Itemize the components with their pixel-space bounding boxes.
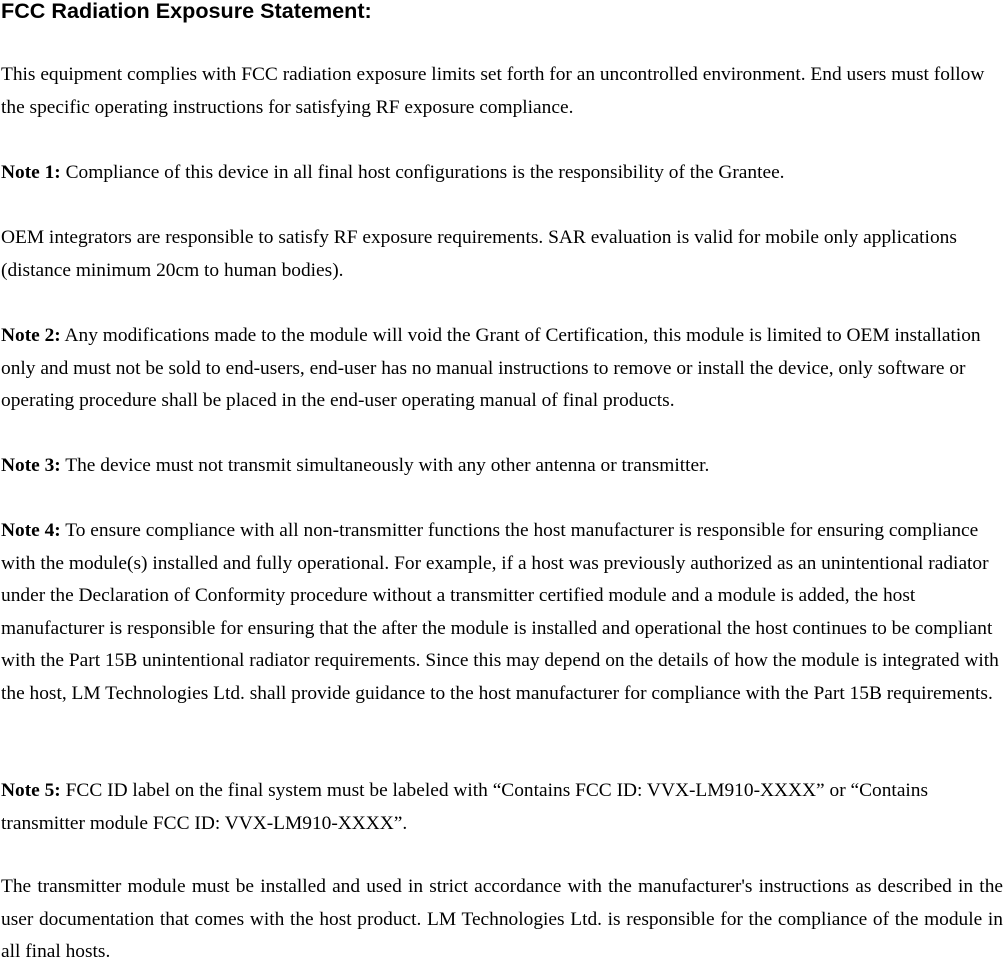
paragraph-text: The device must not transmit simultaneously with any other antenna or transmitter. [65, 455, 710, 476]
note-label: Note 3: [1, 455, 61, 476]
paragraph-intro [1, 59, 1003, 124]
paragraph-text: The transmitter module must be installed and used in strict accordance with the manufacturer's instructions as described in the user documentation that comes with the host product. LM Technologies Ltd. is responsible for the compliance of the module in all final hosts. [1, 876, 1003, 963]
paragraph-text: OEM integrators are responsible to satisfy RF exposure requirements. SAR evaluation is valid for mobile only applications (distance minimum 20cm to human bodies). [1, 227, 957, 281]
note-label: Note 4: [1, 520, 61, 541]
paragraph-text: Any modifications made to the module will void the Grant of Certification, this module is limited to OEM installation only and must not be sold to end-users, end-user has no manual instructions to remove or install the device, only software or operating procedure shall be placed in the end-user operating manual of final products. [1, 325, 981, 412]
note-label: Note 1: [1, 162, 61, 183]
paragraph-text: FCC ID label on the final system must be labeled with “Contains FCC ID: VVX-LM910-XXXX” or “Contains transmitter module FCC ID: VVX-LM910-XXXX”. [1, 780, 929, 834]
paragraph-closing [1, 871, 1003, 969]
note-label: Note 5: [1, 780, 61, 801]
paragraph-note-1 [1, 157, 1003, 190]
paragraph-text: This equipment complies with FCC radiation exposure limits set forth for an uncontrolled environment. End users must follow the specific operating instructions for satisfying RF exposure compliance. [1, 64, 985, 118]
paragraph-text: To ensure compliance with all non-transmitter functions the host manufacturer is responsible for ensuring compliance with the module(s) installed and fully operational. For example, if a host was previously authorized as an unintentional radiator under the Declaration of Conformity procedure without a transmitter certified module and a module is added, the host manufacturer is responsible for ensuring that the after the module is installed and operational the host continues to be compliant with the Part 15B unintentional radiator requirements. Since this may depend on the details of how the module is integrated with the host, LM Technologies Ltd. shall provide guidance to the host manufacturer for compliance with the Part 15B requirements. [1, 520, 999, 704]
page-title: FCC Radiation Exposure Statement: [1, 0, 372, 23]
paragraph-note-4 [1, 515, 1003, 711]
paragraph-note-3 [1, 450, 1003, 483]
note-label: Note 2: [1, 325, 61, 346]
paragraph-note-5 [1, 775, 1003, 840]
paragraph-text: Compliance of this device in all final host configurations is the responsibility of the Grantee. [65, 162, 785, 183]
paragraph-oem-integrators [1, 222, 1003, 287]
paragraph-note-2 [1, 320, 1003, 418]
